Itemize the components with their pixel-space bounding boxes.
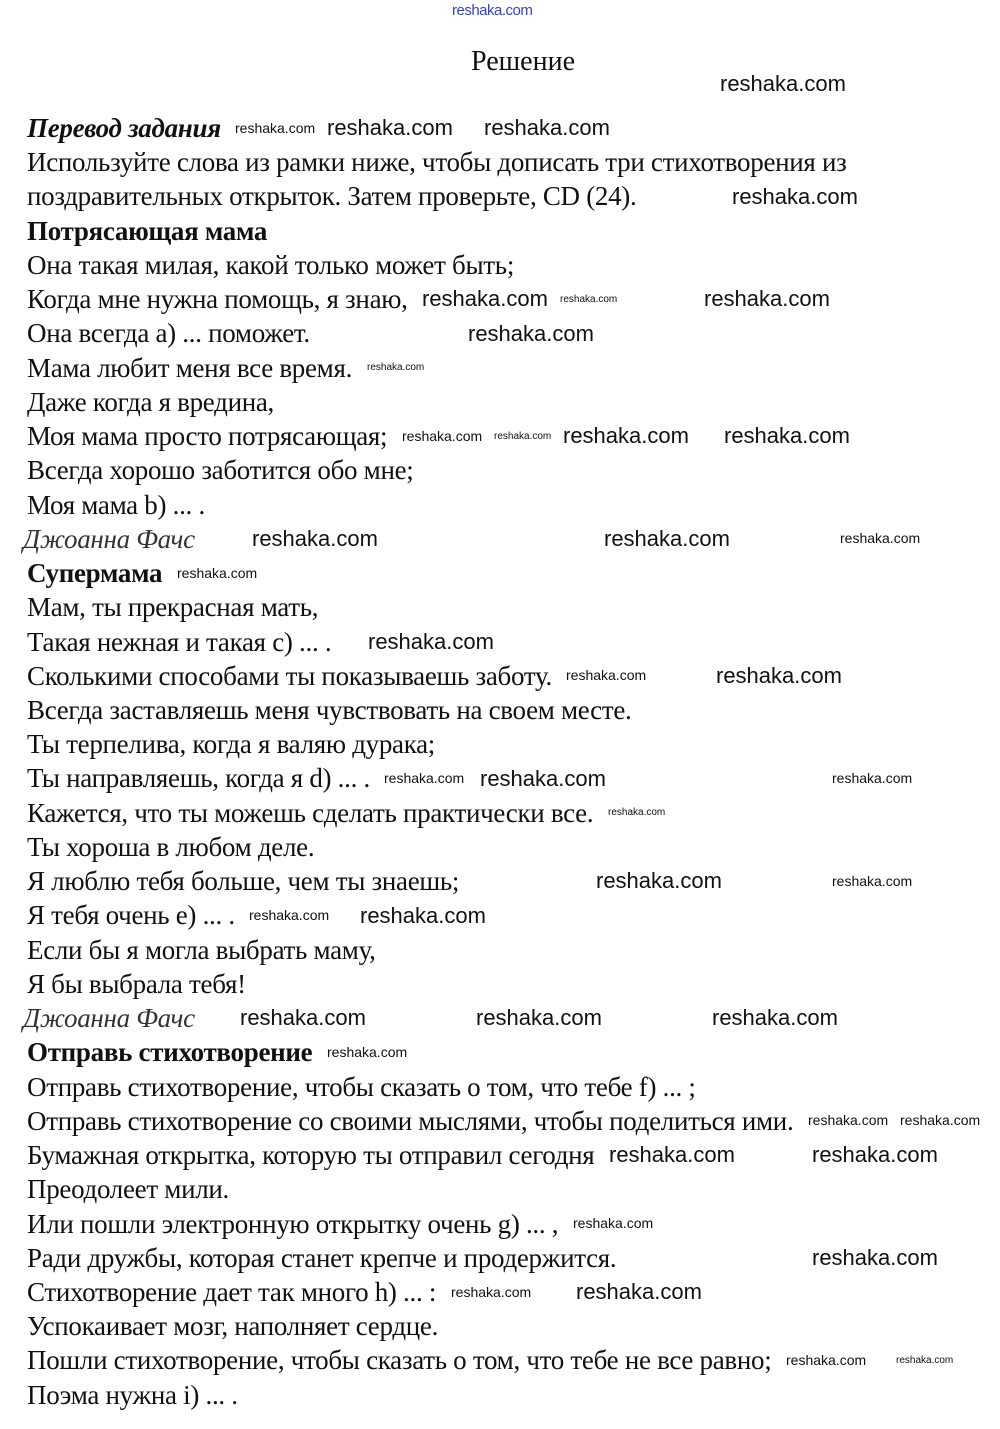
poem-line: Кажется, что ты можешь сделать практически все. <box>27 797 594 828</box>
watermark: reshaka.com <box>563 423 689 449</box>
poem-line: Даже когда я вредина, <box>27 386 274 417</box>
watermark: reshaka.com <box>608 807 666 819</box>
watermark: reshaka.com <box>609 1142 735 1168</box>
poem-line: Сколькими способами ты показываешь заботу. <box>27 660 552 691</box>
watermark: reshaka.com <box>900 1112 981 1129</box>
poem-line: Такая нежная и такая c) ... . <box>27 626 332 657</box>
poem-line: Моя мама просто потрясающая; <box>27 421 388 452</box>
watermark: reshaka.com <box>704 286 830 312</box>
poem-line: Я люблю тебя больше, чем ты знаешь; <box>27 866 460 897</box>
watermark: reshaka.com <box>573 1215 654 1232</box>
watermark: reshaka.com <box>484 115 610 141</box>
watermark: reshaka.com <box>480 765 606 791</box>
watermark: reshaka.com <box>812 1142 938 1168</box>
watermark: reshaka.com <box>604 525 730 551</box>
watermark: reshaka.com <box>724 423 850 449</box>
watermark: reshaka.com <box>177 564 258 581</box>
watermark: reshaka.com <box>235 119 316 136</box>
poem-line: Всегда заставляешь меня чувствовать на своем месте. <box>27 694 632 725</box>
watermark: reshaka.com <box>384 770 465 787</box>
poem-line: Всегда хорошо заботится обо мне; <box>27 455 414 486</box>
section-heading: Потрясающая мама <box>27 215 268 246</box>
watermark: reshaka.com <box>368 628 494 654</box>
poem-line: Ты терпелива, когда я валяю дурака; <box>27 729 436 760</box>
poem-line: Мама любит меня все время. <box>27 352 353 383</box>
watermark: reshaka.com <box>327 1043 408 1060</box>
poem-line: Если бы я могла выбрать маму, <box>27 934 376 965</box>
watermark: reshaka.com <box>896 1355 954 1367</box>
poem-line: Отправь стихотворение со своими мыслями, чтобы поделиться ими. <box>27 1105 794 1136</box>
poem-line: Ты хороша в любом деле. <box>27 831 315 862</box>
watermark: reshaka.com <box>494 430 552 442</box>
page-title: Решение <box>470 46 576 77</box>
poem-line: Успокаивает мозг, наполняет сердце. <box>27 1311 439 1342</box>
poem-line: Она всегда a) ... поможет. <box>27 318 310 349</box>
watermark: reshaka.com <box>468 320 594 346</box>
poem-line: Моя мама b) ... . <box>27 489 205 520</box>
poem-line: Используйте слова из рамки ниже, чтобы дописать три стихотворения из <box>27 147 847 178</box>
watermark: reshaka.com <box>367 362 425 374</box>
watermark: reshaka.com <box>560 293 618 305</box>
watermark: reshaka.com <box>812 1244 938 1270</box>
poem-line: Пошли стихотворение, чтобы сказать о том, что тебе не все равно; <box>27 1345 772 1376</box>
watermark: reshaka.com <box>832 872 913 889</box>
poem-author: Джоанна Фачс <box>23 1003 195 1034</box>
poem-line: Ты направляешь, когда я d) ... . <box>27 763 370 794</box>
watermark: reshaka.com <box>249 907 330 923</box>
poem-line: Или пошли электронную открытку очень g) ... , <box>27 1208 559 1239</box>
watermark: reshaka.com <box>576 1279 702 1305</box>
poem-line: Я тебя очень e) ... . <box>27 900 235 931</box>
watermark: reshaka.com <box>252 525 378 551</box>
watermark: reshaka.com <box>360 902 486 928</box>
section-heading: Супермама <box>27 558 163 589</box>
watermark: reshaka.com <box>422 286 548 312</box>
watermark: reshaka.com <box>716 662 842 688</box>
watermark: reshaka.com <box>832 770 913 787</box>
poem-line: Отправь стихотворение, чтобы сказать о том, что тебе f) ... ; <box>27 1071 696 1102</box>
watermark: reshaka.com <box>566 667 647 684</box>
poem-line: Стихотворение дает так много h) ... : <box>27 1276 437 1307</box>
poem-line: Она такая милая, какой только может быть; <box>27 249 515 280</box>
watermark: reshaka.com <box>402 427 483 444</box>
watermark: reshaka.com <box>720 71 846 96</box>
watermark: reshaka.com <box>596 868 722 894</box>
poem-line: Когда мне нужна помощь, я знаю, <box>27 284 408 315</box>
poem-author: Джоанна Фачс <box>23 523 195 554</box>
poem-line: Поэма нужна i) ... . <box>27 1379 238 1410</box>
poem-line: Преодолеет мили. <box>27 1174 229 1205</box>
section-heading: Перевод задания <box>27 113 221 143</box>
poem-line: Бумажная открытка, которую ты отправил сегодня <box>27 1140 595 1171</box>
section-heading: Отправь стихотворение <box>27 1037 313 1068</box>
watermark: reshaka.com <box>451 1283 532 1300</box>
watermark: reshaka.com <box>476 1005 602 1031</box>
watermark-top: reshaka.com <box>452 2 533 19</box>
watermark: reshaka.com <box>840 530 921 547</box>
poem-line: Я бы выбрала тебя! <box>27 968 246 999</box>
poem-line: Ради дружбы, которая станет крепче и продержится. <box>27 1242 617 1273</box>
watermark: reshaka.com <box>240 1005 366 1031</box>
poem-line: поздравительных открыток. Затем проверьте, CD (24). <box>27 181 637 212</box>
watermark: reshaka.com <box>732 183 858 209</box>
watermark: reshaka.com <box>808 1112 889 1129</box>
watermark: reshaka.com <box>712 1005 838 1031</box>
poem-line: Мам, ты прекрасная мать, <box>27 592 319 623</box>
watermark: reshaka.com <box>327 115 453 141</box>
watermark: reshaka.com <box>786 1352 867 1369</box>
